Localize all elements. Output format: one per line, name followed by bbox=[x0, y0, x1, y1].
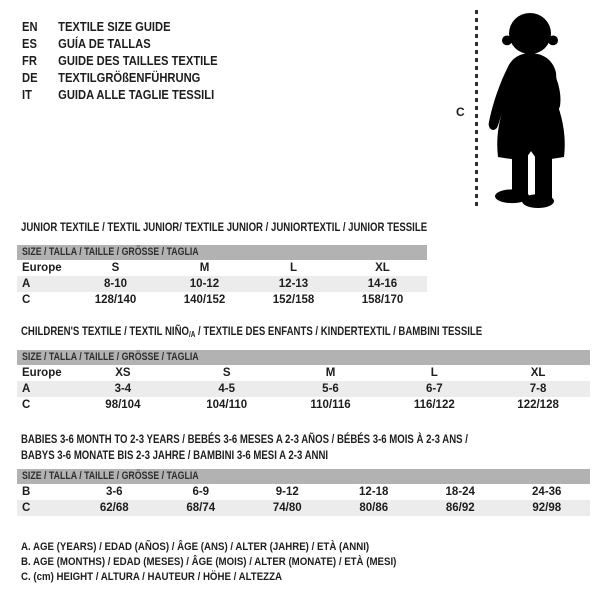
row-label: Europe bbox=[22, 367, 62, 379]
babies-table-title-line1: BABIES 3-6 MONTH TO 2-3 YEARS / BEBÉS 3-6 MESES A 2-3 AÑOS / BÉBÉS 3-6 MOIS À 2-3 ANS / bbox=[21, 432, 468, 446]
baby-silhouette-icon bbox=[488, 10, 588, 208]
cell: 7-8 bbox=[529, 383, 547, 395]
table-row-height bbox=[17, 292, 427, 308]
footnote-height-cm: C. (cm) HEIGHT / ALTURA / HAUTEUR / HÖHE / ALTEZZA bbox=[21, 571, 283, 583]
row-label: A bbox=[22, 278, 31, 290]
size-header-label: SIZE / TALLA / TAILLE / GRÖSSE / TAGLIA bbox=[22, 246, 199, 258]
language-code: EN bbox=[22, 19, 38, 34]
title-subscript: /A bbox=[188, 330, 196, 339]
table-row-region bbox=[17, 365, 590, 381]
language-code: IT bbox=[22, 87, 32, 102]
height-dashed-line bbox=[475, 10, 478, 206]
row-label: A bbox=[22, 383, 31, 395]
cell: 140/152 bbox=[183, 294, 226, 306]
babies-size-table bbox=[17, 469, 590, 516]
cell: 122/128 bbox=[517, 399, 559, 411]
cell: L bbox=[289, 262, 298, 274]
cell: 110/116 bbox=[310, 399, 351, 411]
cell: 104/110 bbox=[206, 399, 248, 411]
cell: S bbox=[111, 262, 120, 274]
cell: XL bbox=[530, 367, 546, 379]
size-header-label: SIZE / TALLA / TAILLE / GRÖSSE / TAGLIA bbox=[22, 351, 199, 363]
language-code: DE bbox=[22, 70, 38, 85]
cell: XL bbox=[375, 262, 390, 274]
row-label: C bbox=[22, 294, 31, 306]
language-row bbox=[22, 18, 249, 35]
language-label: GUÍA DE TALLAS bbox=[58, 36, 151, 51]
language-row bbox=[22, 86, 249, 103]
row-label: C bbox=[22, 502, 31, 514]
language-label: GUIDE DES TAILLES TEXTILE bbox=[58, 53, 218, 68]
cell: 74/80 bbox=[272, 502, 302, 514]
cell: 5-6 bbox=[322, 383, 339, 395]
cell: 24-36 bbox=[532, 486, 562, 498]
cell: 4-5 bbox=[218, 383, 235, 395]
cell: 18-24 bbox=[445, 486, 475, 498]
cell: L bbox=[430, 367, 438, 379]
language-row bbox=[22, 35, 249, 52]
language-code: ES bbox=[22, 36, 37, 51]
junior-table-title: JUNIOR TEXTILE / TEXTIL JUNIOR/ TEXTILE JUNIOR / JUNIORTEXTIL / JUNIOR TESSILE bbox=[21, 220, 428, 234]
size-header-bar bbox=[17, 350, 590, 365]
size-header-label: SIZE / TALLA / TAILLE / GRÖSSE / TAGLIA bbox=[22, 470, 199, 482]
table-row-age bbox=[17, 381, 590, 397]
footnote-age-years: A. AGE (YEARS) / EDAD (AÑOS) / ÂGE (ANS) / ALTER (JAHRE) / ETÀ (ANNI) bbox=[21, 541, 370, 553]
cell: 62/68 bbox=[99, 502, 129, 514]
cell: 12-18 bbox=[359, 486, 389, 498]
table-row-months bbox=[17, 484, 590, 500]
table-row-region bbox=[17, 260, 427, 276]
cell: 14-16 bbox=[367, 278, 398, 290]
cell: M bbox=[199, 262, 210, 274]
cell: 3-4 bbox=[114, 383, 132, 395]
cell: 8-10 bbox=[103, 278, 128, 290]
children-size-table bbox=[17, 350, 590, 413]
table-row-height bbox=[17, 397, 590, 413]
cell: 3-6 bbox=[105, 486, 123, 498]
cell: 10-12 bbox=[189, 278, 220, 290]
junior-size-table bbox=[17, 245, 427, 308]
language-row bbox=[22, 52, 249, 69]
size-header-bar bbox=[17, 245, 427, 260]
language-label: TEXTILGRÖßENFÜHRUNG bbox=[58, 70, 201, 85]
cell: 9-12 bbox=[275, 486, 299, 498]
row-label: B bbox=[22, 486, 31, 498]
cell: 68/74 bbox=[186, 502, 216, 514]
language-label: GUIDA ALLE TAGLIE TESSILI bbox=[58, 87, 215, 102]
cell: 128/140 bbox=[94, 294, 137, 306]
language-title-list bbox=[22, 18, 249, 103]
height-marker-label: C bbox=[456, 105, 465, 119]
language-row bbox=[22, 69, 249, 86]
size-header-bar bbox=[17, 469, 590, 484]
cell: XS bbox=[115, 367, 131, 379]
row-label: Europe bbox=[22, 262, 62, 274]
cell: 152/158 bbox=[272, 294, 315, 306]
cell: 92/98 bbox=[532, 502, 562, 514]
cell: 80/86 bbox=[359, 502, 389, 514]
row-label: C bbox=[22, 399, 31, 411]
language-label: TEXTILE SIZE GUIDE bbox=[58, 19, 171, 34]
language-code: FR bbox=[22, 53, 37, 68]
cell: 6-7 bbox=[425, 383, 443, 395]
cell: 12-13 bbox=[278, 278, 309, 290]
babies-table-title-line2: BABYS 3-6 MONATE BIS 2-3 JAHRE / BAMBINI 3-6 MESI A 2-3 ANNI bbox=[21, 448, 329, 462]
table-row-height bbox=[17, 500, 590, 516]
table-row-age bbox=[17, 276, 427, 292]
cell: S bbox=[222, 367, 231, 379]
cell: 158/170 bbox=[361, 294, 404, 306]
cell: 86/92 bbox=[445, 502, 475, 514]
cell: 6-9 bbox=[192, 486, 210, 498]
cell: M bbox=[325, 367, 336, 379]
children-table-title: CHILDREN'S TEXTILE / TEXTIL $NIÑO_{/A}$ / TEXTILE DES ENFANTS / KINDERTEXTIL / BAMBINI TESSILE bbox=[21, 324, 483, 339]
footnote-age-months: B. AGE (MONTHS) / EDAD (MESES) / ÂGE (MOIS) / ALTER (MONATE) / ETÀ (MESI) bbox=[21, 556, 397, 568]
cell: 116/122 bbox=[413, 399, 455, 411]
cell: 98/104 bbox=[105, 399, 141, 411]
